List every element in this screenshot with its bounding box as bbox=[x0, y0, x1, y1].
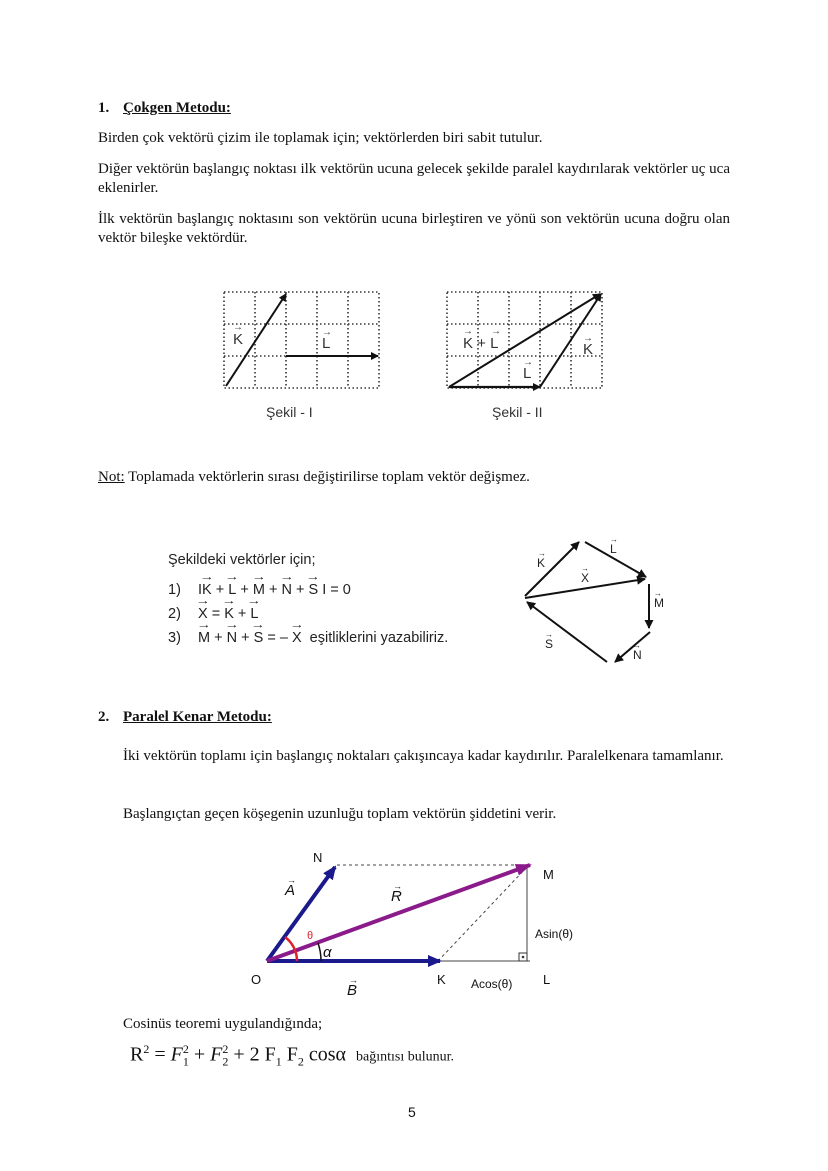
label-n: N bbox=[633, 648, 642, 662]
figure-2-caption: Şekil - II bbox=[492, 404, 543, 420]
paragraph: Diğer vektörün başlangıç noktası ilk vektörün ucuna gelecek şekilde paralel kaydırılarak vektörler uç uca eklenirler. bbox=[98, 161, 730, 196]
figure-sekil-2 bbox=[443, 288, 613, 403]
svg-text:→: → bbox=[463, 326, 473, 337]
svg-text:→: → bbox=[349, 975, 358, 985]
note-text: Toplamada vektörlerin sırası değiştirilirse toplam vektör değişmez. bbox=[124, 469, 530, 485]
svg-text:→: → bbox=[538, 549, 546, 558]
note-label: Not: bbox=[98, 469, 125, 485]
point-m: M bbox=[543, 867, 554, 882]
polygon-equations bbox=[168, 552, 508, 646]
vector-k-label: K bbox=[233, 331, 244, 348]
vector-l-label: L bbox=[322, 335, 331, 352]
svg-text:→: → bbox=[654, 589, 662, 598]
figure-1-caption: Şekil - I bbox=[266, 404, 313, 420]
cosine-formula: $R^2 = F_1^2 + F_2^2 + 2$ $F_1$ $F_2$ cosα bağıntısı bulunur. bbox=[130, 1042, 455, 1069]
label-l: L bbox=[610, 542, 617, 556]
figure-sekil-1 bbox=[220, 288, 390, 403]
svg-text:→: → bbox=[322, 327, 332, 338]
angle-theta: θ bbox=[307, 930, 314, 942]
vector-a-label: A bbox=[285, 882, 296, 899]
section-2-heading bbox=[98, 709, 272, 726]
section-2-title: Paralel Kenar Metodu: bbox=[123, 709, 272, 725]
svg-text:→: → bbox=[523, 357, 533, 368]
section-1-number: 1. bbox=[98, 100, 110, 116]
segment-asin: Asin(θ) bbox=[535, 927, 574, 941]
svg-text:→: → bbox=[393, 881, 402, 891]
parallelogram-diagram bbox=[245, 845, 600, 1010]
svg-text:→: → bbox=[581, 564, 589, 573]
vector-k-label: K bbox=[583, 341, 594, 358]
vector-b-label: B bbox=[347, 982, 358, 999]
label-k: K bbox=[537, 556, 546, 570]
svg-text:→: → bbox=[633, 641, 641, 650]
paragraph: Birden çok vektörü çizim ile toplamak için; vektörlerden biri sabit tutulur. bbox=[98, 130, 543, 146]
vector-r-label: R bbox=[391, 888, 402, 905]
cosine-intro: Cosinüs teoremi uygulandığında; bbox=[123, 1016, 323, 1032]
segment-acos: Acos(θ) bbox=[471, 977, 513, 991]
label-m: M bbox=[654, 596, 664, 610]
point-n: N bbox=[313, 850, 323, 865]
page-number: 5 bbox=[408, 1104, 416, 1120]
svg-text:→: → bbox=[287, 875, 296, 885]
point-l: L bbox=[543, 972, 551, 987]
svg-text:→: → bbox=[545, 630, 553, 639]
svg-text:→: → bbox=[233, 322, 243, 333]
paragraph: Başlangıçtan geçen köşegenin uzunluğu toplam vektörün şiddetini verir. bbox=[123, 806, 557, 822]
svg-text:→: → bbox=[491, 326, 501, 337]
section-1-heading bbox=[98, 100, 231, 117]
section-1-title: Çokgen Metodu: bbox=[123, 100, 231, 116]
formula-suffix: bağıntısı bulunur. bbox=[356, 1049, 455, 1065]
equations-intro: Şekildeki vektörler için; bbox=[168, 552, 316, 568]
equation-2: 2) → X = → K + → L bbox=[168, 598, 508, 622]
point-o: O bbox=[251, 972, 262, 987]
vector-sum-label: K + L bbox=[463, 335, 499, 352]
paragraph: İlk vektörün başlangıç noktasını son vektörün ucuna birleştiren ve yönü son vektörün ucuna doğru olan vektör bileşke vektördür. bbox=[98, 211, 730, 246]
label-s: S bbox=[545, 637, 554, 651]
grid-vector-diagram-1 bbox=[220, 288, 390, 398]
paragraph: İki vektörün toplamı için başlangıç noktaları çakışıncaya kadar kaydırılır. Paralelkenara tamamlanır. bbox=[123, 748, 724, 764]
polygon-vector-diagram bbox=[515, 532, 680, 672]
equation-3: 3) → M + → N + → S = – → X eşitliklerini yazabiliriz. bbox=[168, 622, 508, 646]
vector-l-label: L bbox=[523, 365, 532, 382]
label-x: X bbox=[581, 571, 590, 585]
svg-text:→: → bbox=[610, 535, 618, 544]
note bbox=[98, 468, 530, 487]
svg-text:→: → bbox=[583, 333, 593, 344]
grid-vector-diagram-2 bbox=[443, 288, 613, 398]
angle-alpha: α bbox=[323, 944, 332, 961]
equation-1: 1) I → K + → L + → M + → N + → S I = 0 bbox=[168, 574, 508, 598]
section-2-number: 2. bbox=[98, 709, 110, 725]
point-k: K bbox=[437, 972, 446, 987]
